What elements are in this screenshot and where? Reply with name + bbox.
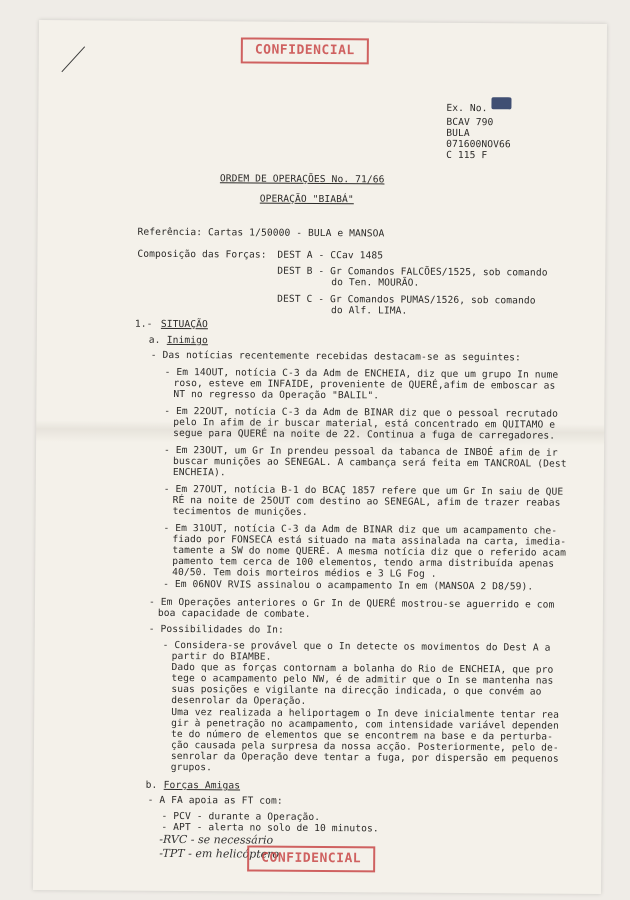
composicao-line: DEST B - Gr Comandos FALCÕES/1525, sob comando: [277, 265, 548, 279]
document-title: ORDEM DE OPERAÇÕES No. 71/66: [219, 173, 385, 186]
confidential-stamp-top: CONFIDENCIAL: [241, 37, 369, 64]
composicao-line: DEST A - CCav 1485: [277, 249, 384, 262]
subsection-prefix: b.: [145, 779, 158, 791]
paragraph-line: desenrolar da Operação.: [171, 694, 307, 707]
intro-line: - A FA apoia as FT com:: [147, 794, 283, 807]
paragraph-line: boa capacidade de combate.: [157, 607, 311, 620]
paragraph-line: tege o acampamento pelo NW, é de admitir que o In se mantenha nas: [171, 672, 554, 687]
composicao-line: do Alf. LIMA.: [330, 305, 408, 317]
list-item: RÉ na noite de 25OUT com destino ao SENEGAL, afim de trazer reabas: [172, 494, 561, 509]
list-item: - Em 14OUT, notícia C-3 da Adm de ENCHEIA, diz que um grupo In nume: [164, 366, 559, 381]
list-item: - Em 22OUT, notícia C-3 da Adm de BINAR diz que o pessoal recrutado: [164, 405, 559, 420]
header-line: BULA: [446, 127, 470, 140]
paragraph-line: - Considera-se provável que o In detecte os movimentos do Dest A a: [162, 639, 551, 654]
ex-label: Ex. No.: [446, 102, 488, 115]
intro-line: - Das notícias recentemente recebidas destacam-se as seguintes:: [150, 349, 521, 364]
list-item: tamente a SW do nome QUERÉ. A mesma notícia diz que o referido acam: [172, 544, 567, 559]
list-item: pelo In afim de ir buscar material, está concentrado em QUITAMO e: [173, 416, 556, 431]
paragraph-line: senrolar da Operação deve tentar a fuga, por dispersão em pequenos: [170, 750, 559, 765]
section-heading: SITUAÇÃO: [160, 318, 208, 331]
header-line: 071600NOV66: [446, 138, 511, 151]
list-item: - PCV - durante a Operação.: [161, 810, 321, 824]
section-number: 1.-: [134, 318, 153, 330]
subsection-heading: Forças Amigas: [163, 779, 241, 792]
paragraph-line: ção causada pela surpresa da nossa acção. Posteriormente, pelo de-: [170, 739, 559, 754]
list-item: - Em 23OUT, um Gr In prendeu pessoal da tabanca de INBOÉ afim de ir: [164, 444, 558, 459]
paragraph-line: partir do BIAMBE.: [171, 650, 272, 663]
list-item: segue para QUERÉ na noite de 22. Continua a fuga de carregadores.: [173, 427, 556, 442]
list-item: 40/50. Tem dois morteiros médios e 3 LG Fog .: [172, 566, 437, 580]
list-item: ENCHEIA).: [172, 466, 226, 479]
document-page: [33, 20, 607, 894]
list-item: - Em 27OUT, notícia B-1 do BCAÇ 1857 refere que um Gr In saiu de QUE: [163, 483, 564, 498]
paragraph-line: te do número de elementos que se encontrem na base e da perturba-: [171, 728, 554, 743]
confidential-stamp-bottom: CONFIDENCIAL: [247, 846, 375, 873]
ex-number-scribble: [491, 97, 511, 109]
referencia-line: Referência: Cartas 1/50000 - BULA e MANSOA: [137, 226, 385, 240]
pen-mark: [61, 46, 85, 72]
paragraph-line: gir à penetração no acampamento, com intensidade variável dependen: [171, 717, 559, 732]
list-item: - Em 06NOV RVIS assinalou o acampamento In em (MANSOA 2 D8/59).: [163, 578, 534, 593]
list-item: - APT - alerta no solo de 10 minutos.: [161, 821, 379, 835]
paragraph-line: grupos.: [170, 761, 213, 774]
paragraph-line: suas posições e vigilante na direcção indicada, o que convém ao: [171, 683, 542, 698]
subsection-heading: Inimigo: [166, 334, 208, 347]
header-line: C 115 F: [446, 149, 488, 162]
composicao-line: DEST C - Gr Comandos PUMAS/1526, sob comando: [277, 293, 536, 307]
handwritten-note: -TPT - em helicóptero: [159, 846, 280, 861]
paragraph-line: Dado que as forças contornam a bolanha do Rio de ENCHEIA, que pro: [171, 661, 554, 676]
paragraph-line: Uma vez realizada a heliportagem o In deve inicialmente tentar rea: [171, 706, 560, 721]
operation-name: OPERAÇÃO "BIABÁ": [259, 193, 354, 206]
list-item: - Em 31OUT, notícia C-3 da Adm de BINAR diz que um acampamento che-: [163, 522, 558, 537]
list-item: NT no regresso da Operação "BALIL".: [173, 388, 380, 402]
handwritten-note: -RVC - se necessário: [159, 832, 274, 847]
composicao-line: do Ten. MOURÃO.: [331, 277, 420, 289]
possibilidades-heading: - Possibilidades do In:: [148, 623, 284, 636]
list-item: pamento tem cerca de 100 elementos, tendo arma distribuída apenas: [172, 555, 555, 570]
paragraph-line: - Em Operações anteriores o Gr In de QUERÉ mostrou-se aguerrido e com: [148, 596, 555, 611]
header-line: BCAV 790: [446, 116, 494, 129]
list-item: buscar munições ao SENEGAL. A cambança será feita em TANCROAL (Dest: [172, 455, 567, 470]
composicao-label: Composição das Forças:: [137, 248, 267, 261]
list-item: tecimentos de munições.: [172, 505, 308, 518]
subsection-prefix: a.: [148, 334, 161, 346]
list-item: roso, esteve em INFAIDE, proveniente de QUERÉ,afim de emboscar as: [173, 377, 556, 392]
list-item: fiado por FONSECA está situado na mata assinalada na carta, imedia-: [172, 533, 567, 548]
